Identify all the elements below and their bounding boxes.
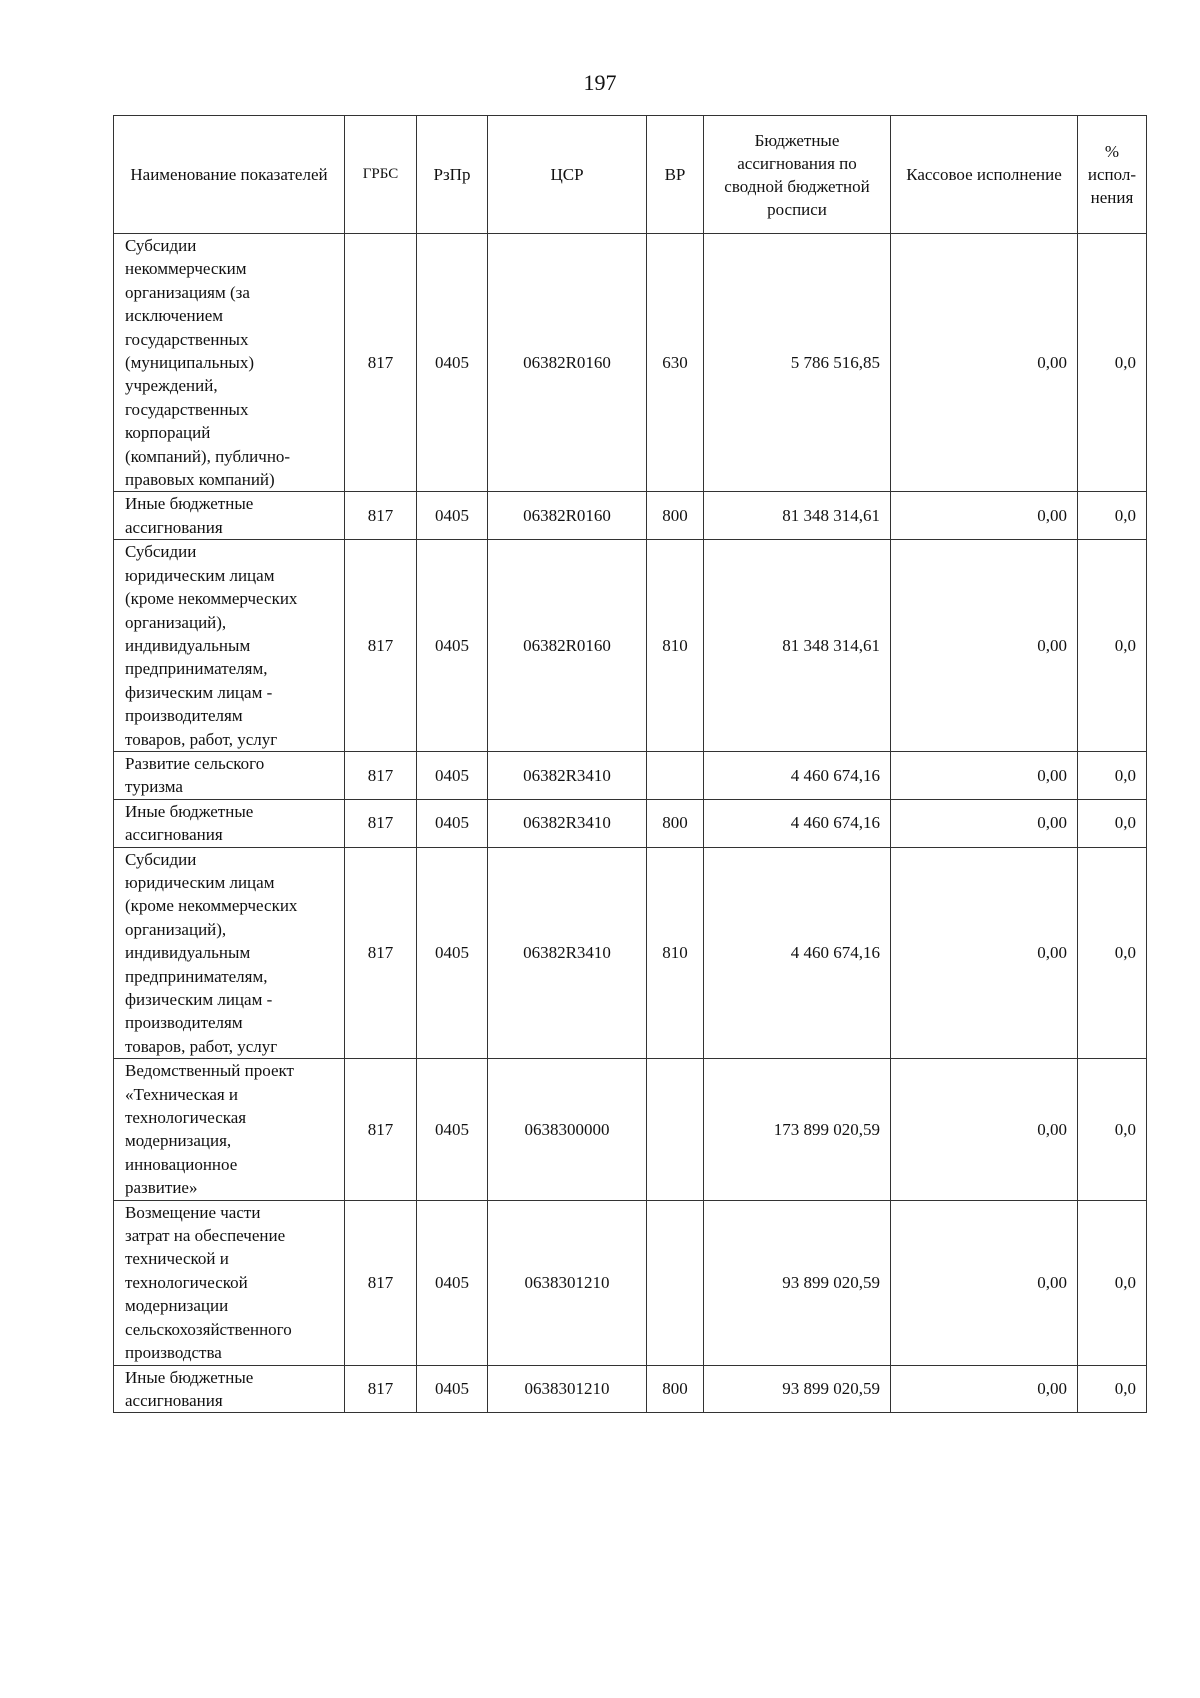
cell-vr xyxy=(647,1200,704,1365)
cell-name: Иные бюджетные ассигнования xyxy=(114,799,345,847)
cell-rzpr: 0405 xyxy=(417,1365,488,1413)
cell-cash: 0,00 xyxy=(891,1200,1078,1365)
cell-cash: 0,00 xyxy=(891,492,1078,540)
cell-pct: 0,0 xyxy=(1078,799,1147,847)
cell-grbs: 817 xyxy=(345,492,417,540)
header-pct: % испол-нения xyxy=(1078,116,1147,234)
cell-grbs: 817 xyxy=(345,540,417,752)
header-row xyxy=(114,116,1147,234)
cell-pct: 0,0 xyxy=(1078,492,1147,540)
cell-vr xyxy=(647,1059,704,1200)
cell-grbs: 817 xyxy=(345,847,417,1059)
cell-cash: 0,00 xyxy=(891,847,1078,1059)
cell-pct: 0,0 xyxy=(1078,234,1147,492)
cell-name: Субсидии юридическим лицам (кроме некоммерческих организаций), индивидуальным предпринимателям, физическим лицам - производителям товаров, работ, услуг xyxy=(114,540,345,752)
cell-csr: 06382R3410 xyxy=(488,847,647,1059)
header-grbs: ГРБС xyxy=(345,116,417,234)
cell-grbs: 817 xyxy=(345,1059,417,1200)
cell-assign: 81 348 314,61 xyxy=(704,540,891,752)
cell-csr: 0638301210 xyxy=(488,1365,647,1413)
cell-csr: 06382R0160 xyxy=(488,492,647,540)
table-row xyxy=(114,1200,1147,1365)
cell-name: Ведомственный проект «Техническая и технологическая модернизация, инновационное развитие» xyxy=(114,1059,345,1200)
page-number: 197 xyxy=(583,70,617,95)
table-row xyxy=(114,751,1147,799)
cell-assign: 4 460 674,16 xyxy=(704,799,891,847)
table-row xyxy=(114,799,1147,847)
cell-vr xyxy=(647,751,704,799)
cell-rzpr: 0405 xyxy=(417,751,488,799)
cell-pct: 0,0 xyxy=(1078,1059,1147,1200)
cell-vr: 800 xyxy=(647,1365,704,1413)
cell-grbs: 817 xyxy=(345,1200,417,1365)
cell-vr: 800 xyxy=(647,799,704,847)
cell-vr: 630 xyxy=(647,234,704,492)
cell-name: Субсидии юридическим лицам (кроме некоммерческих организаций), индивидуальным предпринимателям, физическим лицам - производителям товаров, работ, услуг xyxy=(114,847,345,1059)
cell-rzpr: 0405 xyxy=(417,540,488,752)
cell-csr: 0638301210 xyxy=(488,1200,647,1365)
cell-cash: 0,00 xyxy=(891,799,1078,847)
table-row xyxy=(114,847,1147,1059)
cell-name: Субсидии некоммерческим организациям (за исключением государственных (муниципальных) учреждений, государственных корпораций (компаний), публично- правовых компаний) xyxy=(114,234,345,492)
cell-csr: 0638300000 xyxy=(488,1059,647,1200)
table-body xyxy=(114,234,1147,1413)
cell-assign: 4 460 674,16 xyxy=(704,847,891,1059)
cell-assign: 81 348 314,61 xyxy=(704,492,891,540)
cell-rzpr: 0405 xyxy=(417,492,488,540)
cell-name: Возмещение части затрат на обеспечение технической и технологической модернизации сельскохозяйственного производства xyxy=(114,1200,345,1365)
cell-grbs: 817 xyxy=(345,1365,417,1413)
cell-pct: 0,0 xyxy=(1078,540,1147,752)
cell-assign: 5 786 516,85 xyxy=(704,234,891,492)
header-vr: ВР xyxy=(647,116,704,234)
header-name: Наименование показателей xyxy=(114,116,345,234)
cell-rzpr: 0405 xyxy=(417,234,488,492)
header-assign: Бюджетные ассигнования по сводной бюджетной росписи xyxy=(704,116,891,234)
header-csr: ЦСР xyxy=(488,116,647,234)
cell-csr: 06382R0160 xyxy=(488,540,647,752)
budget-table xyxy=(113,115,1147,1413)
cell-csr: 06382R0160 xyxy=(488,234,647,492)
cell-pct: 0,0 xyxy=(1078,751,1147,799)
cell-cash: 0,00 xyxy=(891,1365,1078,1413)
cell-grbs: 817 xyxy=(345,234,417,492)
cell-vr: 810 xyxy=(647,540,704,752)
cell-name: Иные бюджетные ассигнования xyxy=(114,1365,345,1413)
cell-pct: 0,0 xyxy=(1078,1365,1147,1413)
cell-name: Развитие сельского туризма xyxy=(114,751,345,799)
table-row xyxy=(114,1365,1147,1413)
cell-rzpr: 0405 xyxy=(417,1200,488,1365)
cell-cash: 0,00 xyxy=(891,1059,1078,1200)
cell-assign: 173 899 020,59 xyxy=(704,1059,891,1200)
cell-pct: 0,0 xyxy=(1078,847,1147,1059)
table-row xyxy=(114,234,1147,492)
cell-assign: 4 460 674,16 xyxy=(704,751,891,799)
cell-name: Иные бюджетные ассигнования xyxy=(114,492,345,540)
cell-cash: 0,00 xyxy=(891,234,1078,492)
table-row xyxy=(114,1059,1147,1200)
cell-assign: 93 899 020,59 xyxy=(704,1200,891,1365)
cell-vr: 810 xyxy=(647,847,704,1059)
cell-assign: 93 899 020,59 xyxy=(704,1365,891,1413)
table-row xyxy=(114,540,1147,752)
cell-csr: 06382R3410 xyxy=(488,799,647,847)
header-rzpr: РзПр xyxy=(417,116,488,234)
cell-rzpr: 0405 xyxy=(417,1059,488,1200)
header-cash: Кассовое исполнение xyxy=(891,116,1078,234)
cell-rzpr: 0405 xyxy=(417,847,488,1059)
cell-csr: 06382R3410 xyxy=(488,751,647,799)
cell-grbs: 817 xyxy=(345,751,417,799)
table-row xyxy=(114,492,1147,540)
cell-pct: 0,0 xyxy=(1078,1200,1147,1365)
cell-cash: 0,00 xyxy=(891,540,1078,752)
cell-rzpr: 0405 xyxy=(417,799,488,847)
cell-cash: 0,00 xyxy=(891,751,1078,799)
cell-grbs: 817 xyxy=(345,799,417,847)
cell-vr: 800 xyxy=(647,492,704,540)
